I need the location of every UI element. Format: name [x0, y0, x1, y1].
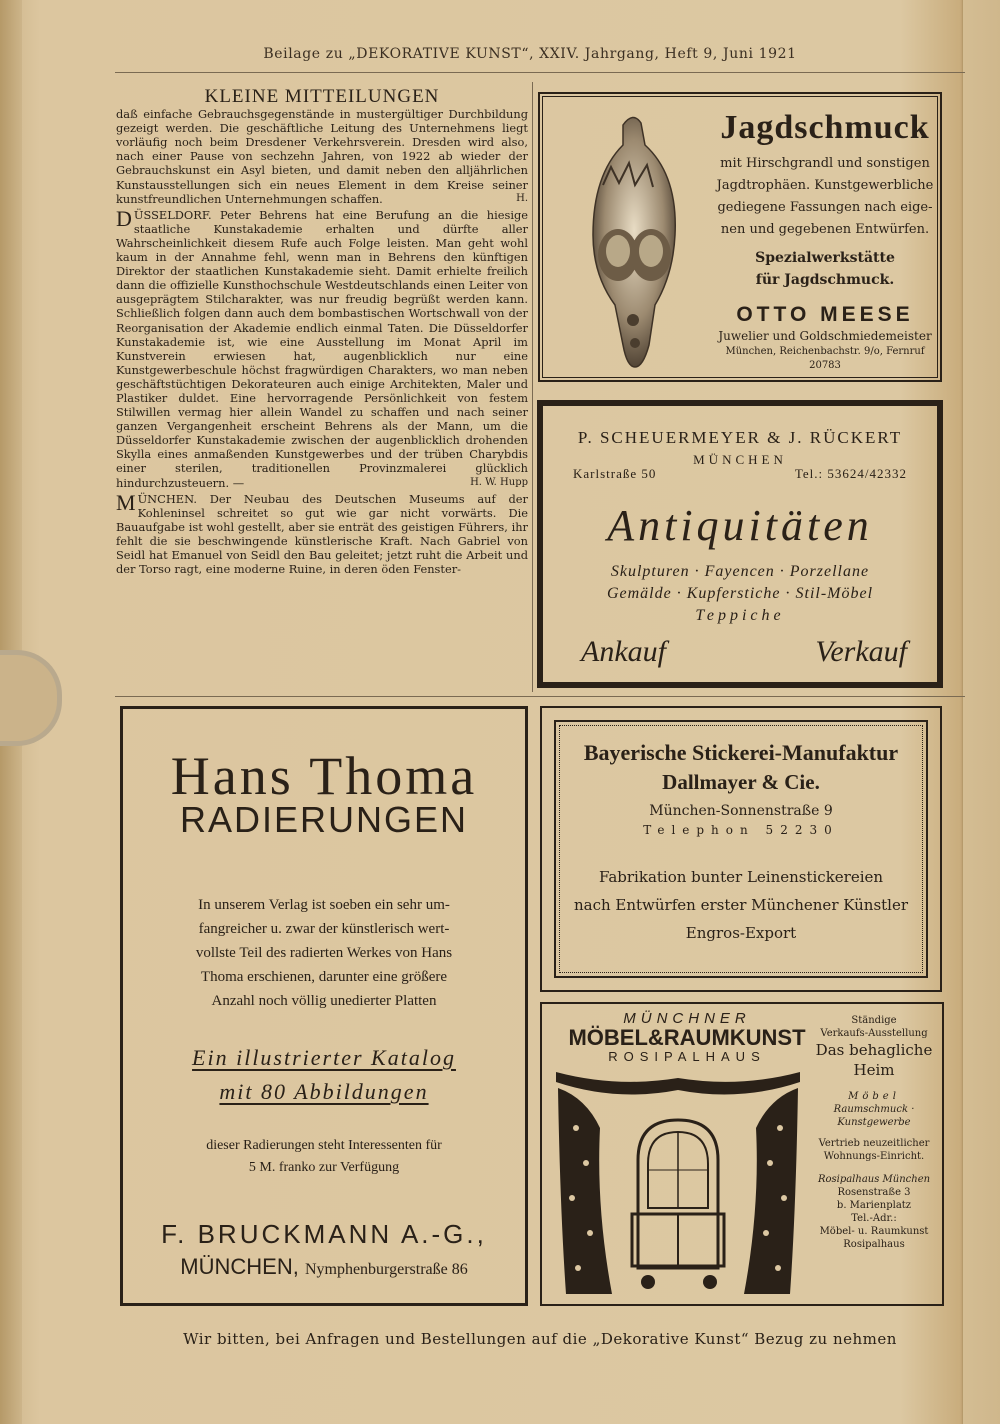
jagd-spec-1: Spezialwerkstätte	[755, 250, 895, 266]
ad-hans-thoma	[120, 706, 528, 1306]
signature-h: H.	[516, 192, 528, 204]
moebel-side-8: Vertrieb neuzeitlicher	[818, 1138, 930, 1149]
section-rule	[115, 696, 965, 697]
stick-firm: Dallmayer & Cie.	[662, 770, 820, 794]
article-paragraph-duesseldorf: DÜSSELDORF. Peter Behrens hat eine Berufung an die hiesige staatliche Kunstakademie erhalten und dürfte aller Wahrscheinlichkeit diesem Rufe auch Folge leisten. Man geht wohl kaum in der Annahme fehl, wenn man in Behrens den künftigen Direktor der staatlichen Kunstakademie sieht. Damit erhielte freilich dann die offizielle Kunsthochschule Westdeutschlands einen Leiter von ausgeprägtem Stilcharakter, was nur freudig begrüßt werden kann. Schließlich folgen dann auch dem bombastischen Wortschwall von der Reorganisation der Akademie endlich einmal Taten. Die Düsseldorfer Kunstakademie ist, wie eine Ausstellung im Monat April im Kunstverein erwiesen hat, augenblicklich nur eine Kunstgewerbeschule höchst fragwürdigen Charakters, wo man neben geschäftstüchtigen Dekorateuren auch einige Architekten, Maler und Plastiker duldet. Eine hervorragende Persönlichkeit von festem Stilwillen vermag hier allein Wandel zu schaffen und nach seiner ganzen Vergangenheit erscheint Behrens als der Mann, um die Düsseldorfer Kunstakademie zwischen der augenblicklich drohenden Skylla eines anmaßenden Kunstgewerbes und der trüben Charybdis einer sterilen, traditionellen Provinzmalerei glücklich hindurchzusteuern. — H. W. Hupp	[116, 205, 528, 490]
antik-title: Antiquitäten	[607, 501, 873, 550]
moebel-side-13: Tel.-Adr.:	[851, 1213, 897, 1224]
ad-antiquitaeten	[537, 400, 943, 688]
stick-address: München-Sonnenstraße 9	[649, 803, 833, 819]
antik-street: Karlstraße 50	[573, 466, 657, 481]
thoma-city: MÜNCHEN,	[180, 1254, 299, 1279]
thoma-note-2: 5 M. franko zur Verfügung	[248, 1160, 400, 1175]
antik-items-2: Gemälde · Kupferstiche · Stil-Möbel	[606, 585, 874, 602]
moebel-side-10: Rosipalhaus München	[817, 1174, 931, 1185]
thoma-body-1: In unserem Verlag ist soeben ein sehr um-	[198, 897, 450, 913]
moebel-side-1: Ständige	[851, 1015, 897, 1026]
ad-moebel-raumkunst	[540, 1002, 944, 1306]
page-header: Beilage zu „DEKORATIVE KUNST“, XXIV. Jahrgang, Heft 9, Juni 1921	[263, 46, 797, 62]
moebel-side-6: Raumschmuck ·	[833, 1104, 915, 1115]
cabinet-illustration	[556, 1068, 800, 1300]
thoma-body-5: Anzahl noch völlig unedierter Platten	[211, 993, 437, 1009]
jagd-address: München, Reichenbachstr. 9/o, Fernruf 20783	[725, 346, 925, 371]
thoma-catalog-2: mit 80 Abbildungen	[219, 1079, 429, 1104]
article-paragraph-muenchen: MÜNCHEN. Der Neubau des Deutschen Museums auf der Kohleninsel schreitet so gut wie gar nicht vorwärts. Die Bauaufgabe ist wohl gestellt, aber sie enträt des geistigen Führers, ihr fehlt die sie beschwingende künstlerische Kraft. Nach Gabriel von Seidl hat Emanuel von Seidl den Bau geleitet; jetzt ruht die Arbeit und der Torso ragt, eine moderne Ruine, in deren öden Fenster-	[116, 489, 528, 577]
thoma-body-4: Thoma erschienen, darunter eine größere	[200, 969, 448, 985]
thoma-name: Hans Thoma	[170, 746, 478, 806]
moebel-side-9: Wohnungs-Einricht.	[823, 1151, 925, 1162]
thoma-body-2: fangreicher u. zwar der künstlerisch wert-	[198, 921, 450, 937]
antik-city: MÜNCHEN	[693, 452, 787, 467]
jagd-line-3: gediegene Fassungen nach eige-	[717, 200, 933, 215]
moebel-h2: MÖBEL&RAUMKUNST	[568, 1025, 806, 1050]
antik-items-3: Teppiche	[695, 607, 785, 624]
thoma-body-3: vollste Teil des radierten Werkes von Hans	[195, 945, 453, 961]
antik-items-1: Skulpturen · Fayencen · Porzellane	[610, 563, 870, 580]
column-rule	[532, 82, 533, 692]
jagd-line-2: Jagdtrophäen. Kunstgewerbliche	[716, 178, 934, 193]
jagd-subtitle: Juwelier und Goldschmiedemeister	[718, 329, 932, 343]
jagd-line-4: nen und gegebenen Entwürfen.	[720, 222, 930, 237]
stick-phone: Telephon 52230	[643, 823, 839, 837]
article-heading: KLEINE MITTEILUNGEN	[204, 86, 440, 107]
header-rule	[115, 72, 965, 73]
moebel-side-11: Rosenstraße 3	[837, 1187, 911, 1198]
jewelry-illustration	[563, 105, 708, 375]
next-page-edge	[962, 0, 1000, 1424]
article-column	[116, 86, 528, 578]
thoma-publisher: F. BRUCKMANN A.-G.,	[161, 1219, 487, 1249]
moebel-side-7: Kunstgewerbe	[837, 1117, 911, 1128]
moebel-side-3: Das behagliche	[815, 1041, 933, 1059]
dropcap-d: D	[116, 205, 132, 231]
moebel-side-5: Möbel	[848, 1091, 900, 1102]
jagd-title: Jagdschmuck	[720, 109, 930, 146]
moebel-side-15: Rosipalhaus	[843, 1239, 905, 1250]
dropcap-m: M	[116, 489, 136, 515]
jagd-line-1: mit Hirschgrandl und sonstigen	[720, 156, 930, 171]
jagd-company: OTTO MEESE	[736, 303, 914, 326]
moebel-side-2: Verkaufs-Ausstellung	[820, 1028, 928, 1039]
antik-verkauf: Verkauf	[815, 635, 907, 668]
page-footer: Wir bitten, bei Anfragen und Bestellungen auf die „Dekorative Kunst“ Bezug zu nehmen	[183, 1330, 897, 1348]
thoma-note-1: dieser Radierungen steht Interessenten für	[206, 1138, 442, 1153]
moebel-side-14: Möbel- u. Raumkunst	[819, 1226, 929, 1237]
moebel-side-12: b. Marienplatz	[836, 1200, 912, 1211]
jagd-spec-2: für Jagdschmuck.	[755, 272, 895, 288]
stick-title: Bayerische Stickerei-Manufaktur	[583, 740, 899, 765]
moebel-side-4: Heim	[853, 1061, 895, 1079]
article-paragraph-dresden: daß einfache Gebrauchsgegenstände in mustergültiger Durchbildung gezeigt werden. Die geschäftliche Leitung des Unternehmens liegt vorläufig noch beim Dresdener Verkehrsverein. Dresden wird also, nach einer Pause von sechzehn Jahren, von 1922 ab wieder der Gebrauchskunst ein Asyl bieten, und damit neben den alljährlichen Kunstausstellungen sich ein neues Element in dem Kreise seiner kunstfreundlichen Unternehmungen schaffen. H.	[116, 107, 528, 206]
ad-stickerei	[540, 706, 942, 992]
antik-ankauf: Ankauf	[581, 635, 666, 668]
antik-phone: Tel.: 53624/42332	[794, 466, 907, 481]
thoma-street: Nymphenburgerstraße 86	[304, 1261, 468, 1278]
signature-hupp: H. W. Hupp	[470, 476, 528, 488]
moebel-h1: MÜNCHNER	[623, 1010, 751, 1027]
stick-line-1: Fabrikation bunter Leinenstickereien	[598, 868, 884, 886]
moebel-h3: ROSIPALHAUS	[608, 1049, 766, 1064]
stick-line-2: nach Entwürfen erster Münchener Künstler	[573, 896, 909, 914]
antik-firm: P. SCHEUERMEYER & J. RÜCKERT	[577, 428, 903, 447]
thoma-subtitle: RADIERUNGEN	[179, 799, 469, 840]
ad-jagdschmuck	[538, 92, 942, 382]
stick-line-3: Engros-Export	[685, 924, 797, 942]
thoma-catalog-1: Ein illustrierter Katalog	[192, 1045, 456, 1070]
